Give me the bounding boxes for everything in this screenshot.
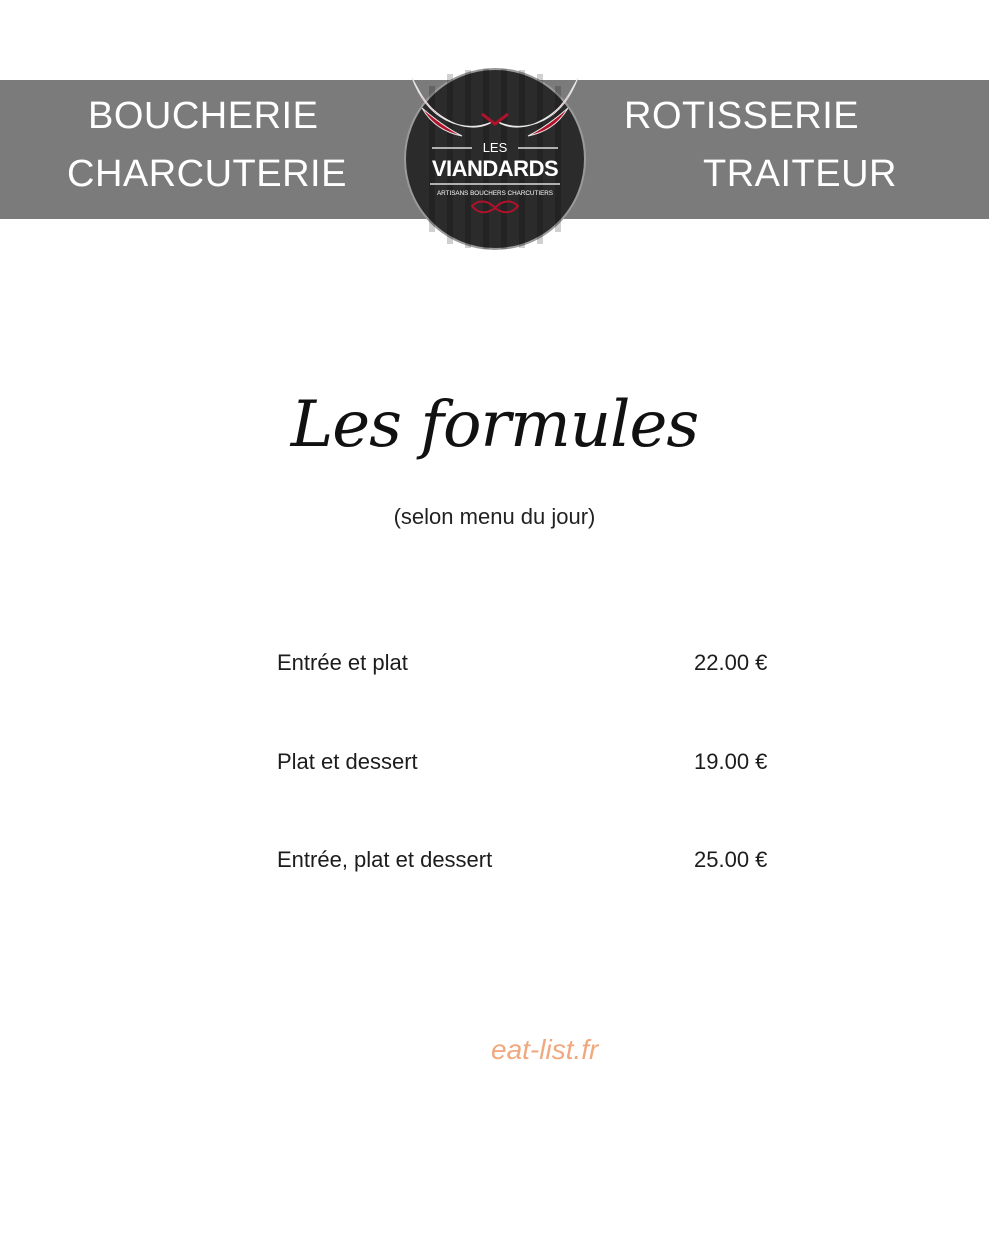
menu-item-label: Entrée et plat (277, 650, 408, 675)
menu-row (277, 648, 777, 678)
menu-item-price: 25.00 € (694, 847, 768, 872)
logo-text-artisans: ARTISANS BOUCHERS CHARCUTIERS (436, 190, 554, 197)
menu-item-price: 22.00 € (694, 650, 768, 675)
menu-row (277, 747, 777, 777)
banner-text-charcuterie: CHARCUTERIE (67, 153, 347, 195)
banner-text-boucherie: BOUCHERIE (88, 95, 319, 137)
menu-subtitle: (selon menu du jour) (393, 504, 596, 529)
banner-text-traiteur: TRAITEUR (703, 153, 897, 195)
watermark-text: eat-list.fr (491, 1034, 599, 1065)
menu-row (277, 845, 777, 875)
logo-les-viandards (402, 66, 588, 252)
banner-text-rotisserie: ROTISSERIE (624, 95, 860, 137)
menu-item-label: Plat et dessert (277, 749, 418, 774)
menu-item-price: 19.00 € (694, 749, 768, 774)
logo-text-viandards: VIANDARDS (431, 156, 559, 181)
logo-text-les: LES (482, 140, 508, 155)
menu-item-label: Entrée, plat et dessert (277, 847, 493, 872)
menu-title: Les formules (290, 388, 699, 462)
